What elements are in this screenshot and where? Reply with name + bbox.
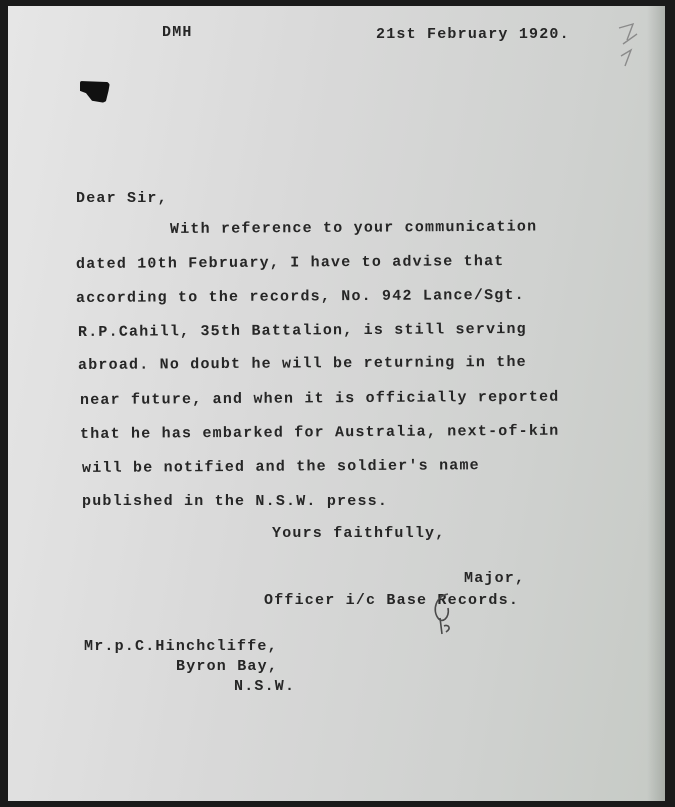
- body-line: near future, and when it is officially reported: [79, 388, 560, 409]
- letter-date: 21st February 1920.: [376, 26, 570, 43]
- body-line: will be notified and the soldier's name: [81, 457, 480, 477]
- body-line: that he has embarked for Australia, next-of-kin: [79, 422, 560, 443]
- body-line: published in the N.S.W. press.: [82, 493, 389, 510]
- page-edge-shadow: [647, 6, 665, 801]
- addressee-name: Mr.p.C.Hinchcliffe,: [84, 638, 278, 655]
- handwritten-initial: [426, 588, 466, 638]
- signatory-rank: Major,: [464, 570, 526, 587]
- letter-page: [8, 6, 665, 801]
- body-line: R.P.Cahill, 35th Battalion, is still serving: [77, 320, 527, 341]
- body-line: dated 10th February, I have to advise that: [75, 253, 505, 273]
- closing: Yours faithfully,: [272, 525, 446, 542]
- addressee-state: N.S.W.: [234, 678, 296, 695]
- signatory-title: Officer i/c Base Records.: [264, 592, 520, 609]
- body-line: abroad. No doubt he will be returning in the: [77, 353, 527, 374]
- header-initials: DMH: [162, 24, 193, 41]
- body-line: With reference to your communication: [169, 218, 538, 238]
- addressee-town: Byron Bay,: [176, 658, 279, 675]
- salutation: Dear Sir,: [76, 190, 168, 207]
- body-line: according to the records, No. 942 Lance/Sgt.: [75, 286, 525, 307]
- pencil-mark: [613, 20, 643, 70]
- punch-hole: [80, 81, 110, 103]
